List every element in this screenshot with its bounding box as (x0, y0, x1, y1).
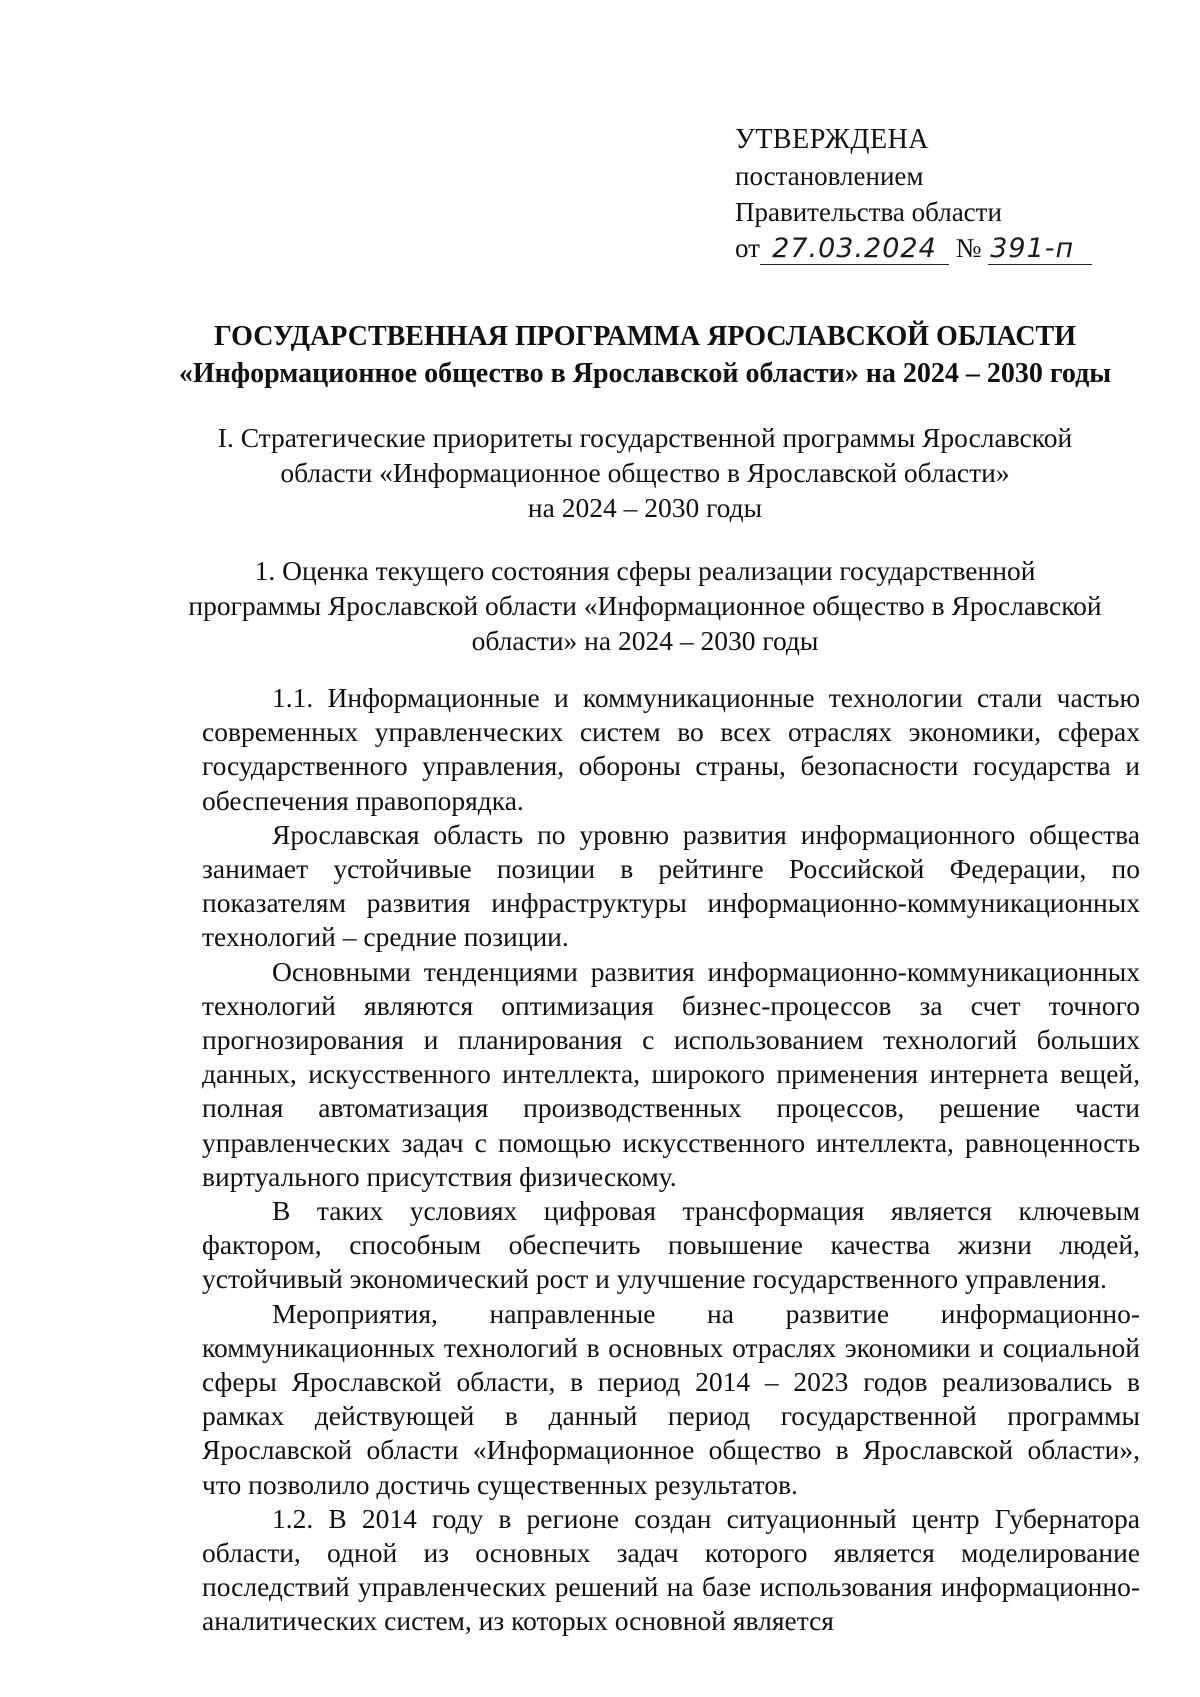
subsection-heading-line-2: программы Ярославской области «Информационное общество в Ярославской (188, 590, 1102, 621)
program-title (150, 318, 1140, 392)
paragraph: Мероприятия, направленные на развитие информационно-коммуникационных технологий в основных отраслях экономики и социальной сферы Ярославской области, в период 2014 – 2023 годов реализовались в рамках действующей в данный период государственной программы Ярославской области «Информационное общество в Ярославской области», что позволило достичь существенных результатов. (202, 1297, 1140, 1500)
program-title-line-1: ГОСУДАРСТВЕННАЯ ПРОГРАММА ЯРОСЛАВСКОЙ ОБЛАСТИ (213, 321, 1077, 352)
section-heading-line-2: области «Информационное общество в Ярославской области» (280, 457, 1010, 488)
handwritten-number: 391-п (988, 234, 1092, 265)
paragraph: В таких условиях цифровая трансформация является ключевым фактором, способным обеспечить повышение качества жизни людей, устойчивый экономический рост и улучшение государственного управления. (202, 1195, 1140, 1295)
program-title-line-2: «Информационное общество в Ярославской области» на 2024 – 2030 годы (178, 358, 1112, 389)
approval-title: УТВЕРЖДЕНА (735, 124, 930, 155)
section-heading-line-1: I. Стратегические приоритеты государственной программы Ярославской (217, 422, 1073, 453)
date-prefix: от (735, 233, 760, 263)
approval-stamp-block (735, 122, 1092, 266)
handwritten-date: 27.03.2024 (760, 234, 949, 265)
body-text (202, 681, 1140, 1639)
number-prefix: № (955, 233, 982, 263)
paragraph: Основными тенденциями развития информационно-коммуникационных технологий являются оптимизация бизнес-процессов за счет точного прогнозирования и планирования с использованием технологий больших данных, искусственного интеллекта, широкого применения интернета вещей, полная автоматизация производственных процессов, решение части управленческих задач с помощью искусственного интеллекта, равноценность виртуального присутствия физическому. (202, 955, 1140, 1192)
section-heading (150, 420, 1140, 525)
paragraph: 1.1. Информационные и коммуникационные технологии стали частью современных управленческих систем во всех отраслях экономики, сферах государственного управления, обороны страны, безопасности государства и обеспечения правопорядка. (202, 682, 1140, 816)
approval-date-number-line (735, 230, 1092, 266)
approval-line-resolution: постановлением (735, 161, 924, 191)
approval-line-government: Правительства области (735, 197, 1002, 227)
subsection-heading (150, 553, 1140, 658)
paragraph: Ярославская область по уровню развития информационного общества занимает устойчивые позиции в рейтинге Российской Федерации, по показателям развития инфраструктуры информационно-коммуникационных технологий – средние позиции. (202, 818, 1140, 953)
section-heading-line-3: на 2024 – 2030 годы (527, 492, 763, 523)
paragraph: 1.2. В 2014 году в регионе создан ситуационный центр Губернатора области, одной из основных задач которого является моделирование последствий управленческих решений на базе использования информационно-аналитических систем, из которых основной является (202, 1502, 1140, 1637)
subsection-heading-line-1: 1. Оценка текущего состояния сферы реализации государственной (254, 555, 1036, 586)
subsection-heading-line-3: области» на 2024 – 2030 годы (471, 625, 819, 656)
